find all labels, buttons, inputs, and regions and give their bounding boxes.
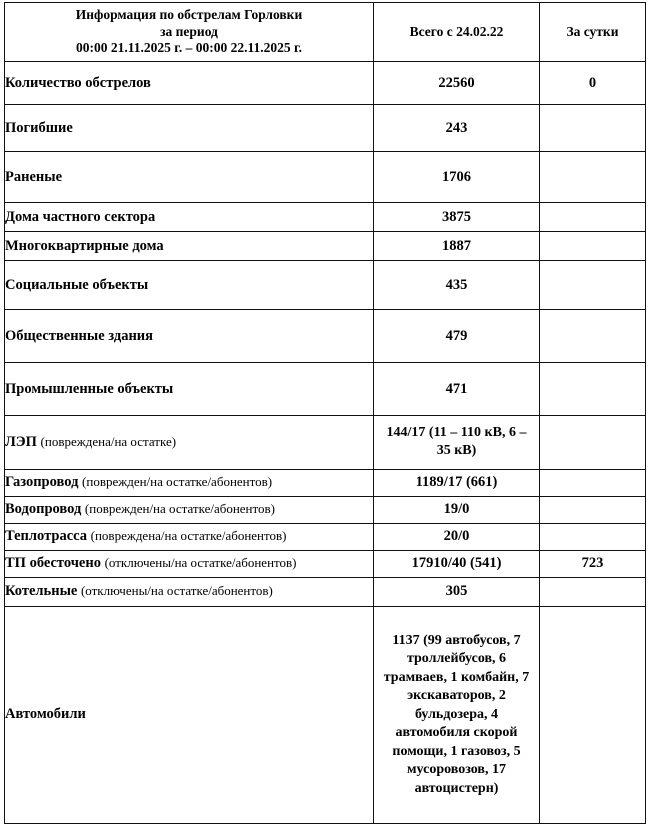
row-label-main: Раненые <box>5 168 63 185</box>
table-row <box>5 469 646 496</box>
row-label-main: Многоквартирные дома <box>5 237 164 254</box>
row-label-main: Погибшие <box>5 119 73 136</box>
table-row <box>5 62 646 105</box>
row-total-value: 20/0 <box>374 523 540 550</box>
table-row <box>5 310 646 363</box>
row-label <box>5 105 374 152</box>
row-label <box>5 232 374 261</box>
row-label-sub: (поврежден/на остатке/абонентов) <box>84 501 275 517</box>
table-header-row <box>5 3 646 62</box>
table-row <box>5 232 646 261</box>
row-label <box>5 363 374 416</box>
row-day-value <box>540 496 646 523</box>
row-day-value <box>540 310 646 363</box>
row-label <box>5 152 374 203</box>
row-total-value: 22560 <box>374 62 540 105</box>
row-label-main: Промышленные объекты <box>5 380 174 397</box>
row-day-value <box>540 152 646 203</box>
table-row <box>5 105 646 152</box>
row-label <box>5 496 374 523</box>
row-label <box>5 469 374 496</box>
row-total-value: 243 <box>374 105 540 152</box>
row-label-sub: (повреждена/на остатке/абонентов) <box>90 528 287 544</box>
row-label-main: Дома частного сектора <box>5 208 156 225</box>
row-day-value: 723 <box>540 550 646 577</box>
table-row <box>5 363 646 416</box>
row-day-value <box>540 232 646 261</box>
row-label <box>5 606 374 823</box>
row-label <box>5 203 374 232</box>
row-label <box>5 416 374 470</box>
row-label-main: Теплотрасса <box>5 528 88 545</box>
row-total-value: 3875 <box>374 203 540 232</box>
row-total-value: 19/0 <box>374 496 540 523</box>
row-label-sub: (отключены/на остатке/абонентов) <box>80 583 273 599</box>
table-row <box>5 606 646 823</box>
row-total-value: 479 <box>374 310 540 363</box>
row-total-value: 471 <box>374 363 540 416</box>
header-title-line1: Информация по обстрелам Горловки <box>75 6 303 22</box>
row-total-value: 305 <box>374 577 540 606</box>
header-title-line2: за период <box>160 23 218 39</box>
row-day-value <box>540 203 646 232</box>
table-row <box>5 203 646 232</box>
row-total-value: 435 <box>374 261 540 310</box>
header-title-cell <box>5 3 374 62</box>
row-total-value: 1706 <box>374 152 540 203</box>
header-total-column: Всего с 24.02.22 <box>374 3 540 62</box>
table-row <box>5 550 646 577</box>
row-label-main: Социальные объекты <box>5 276 149 293</box>
row-label-main: ЛЭП <box>5 433 37 450</box>
header-title-line3: 00:00 21.11.2025 г. – 00:00 22.11.2025 г. <box>76 40 302 56</box>
row-day-value <box>540 105 646 152</box>
shelling-report-table <box>4 2 646 824</box>
row-label-main: Автомобили <box>5 706 86 723</box>
row-label-main: Общественные здания <box>5 327 154 344</box>
row-total-value: 144/17 (11 – 110 кВ, 6 – 35 кВ) <box>374 416 540 470</box>
table-row <box>5 261 646 310</box>
row-day-value <box>540 577 646 606</box>
row-label-main: Котельные <box>5 583 78 600</box>
row-label-sub: (поврежден/на остатке/абонентов) <box>82 474 273 490</box>
row-day-value: 0 <box>540 62 646 105</box>
row-label-main: Газопровод <box>5 474 79 491</box>
row-label <box>5 523 374 550</box>
table-row <box>5 416 646 470</box>
row-label <box>5 62 374 105</box>
row-day-value <box>540 469 646 496</box>
row-label <box>5 550 374 577</box>
row-label-sub: (повреждена/на остатке) <box>40 433 177 449</box>
row-total-value: 1189/17 (661) <box>374 469 540 496</box>
table-row <box>5 496 646 523</box>
row-day-value <box>540 261 646 310</box>
row-total-value: 1887 <box>374 232 540 261</box>
row-day-value <box>540 416 646 470</box>
row-label <box>5 577 374 606</box>
row-label-main: Водопровод <box>5 501 82 518</box>
row-total-value: 17910/40 (541) <box>374 550 540 577</box>
row-day-value <box>540 606 646 823</box>
row-total-value: 1137 (99 автобусов, 7 троллейбусов, 6 трамваев, 1 комбайн, 7 экскаваторов, 2 бульдозера, 4 автомобиля скорой помощи, 1 газовоз, 5 мусоровозов, 17 автоцистерн) <box>374 606 540 823</box>
row-label-sub: (отключены/на остатке/абонентов) <box>104 555 297 571</box>
header-day-column: За сутки <box>540 3 646 62</box>
row-day-value <box>540 363 646 416</box>
row-label <box>5 310 374 363</box>
table-row <box>5 152 646 203</box>
row-label-main: ТП обесточено <box>5 555 101 572</box>
row-label <box>5 261 374 310</box>
row-label-main: Количество обстрелов <box>5 74 151 91</box>
row-day-value <box>540 523 646 550</box>
table-row <box>5 523 646 550</box>
table-row <box>5 577 646 606</box>
